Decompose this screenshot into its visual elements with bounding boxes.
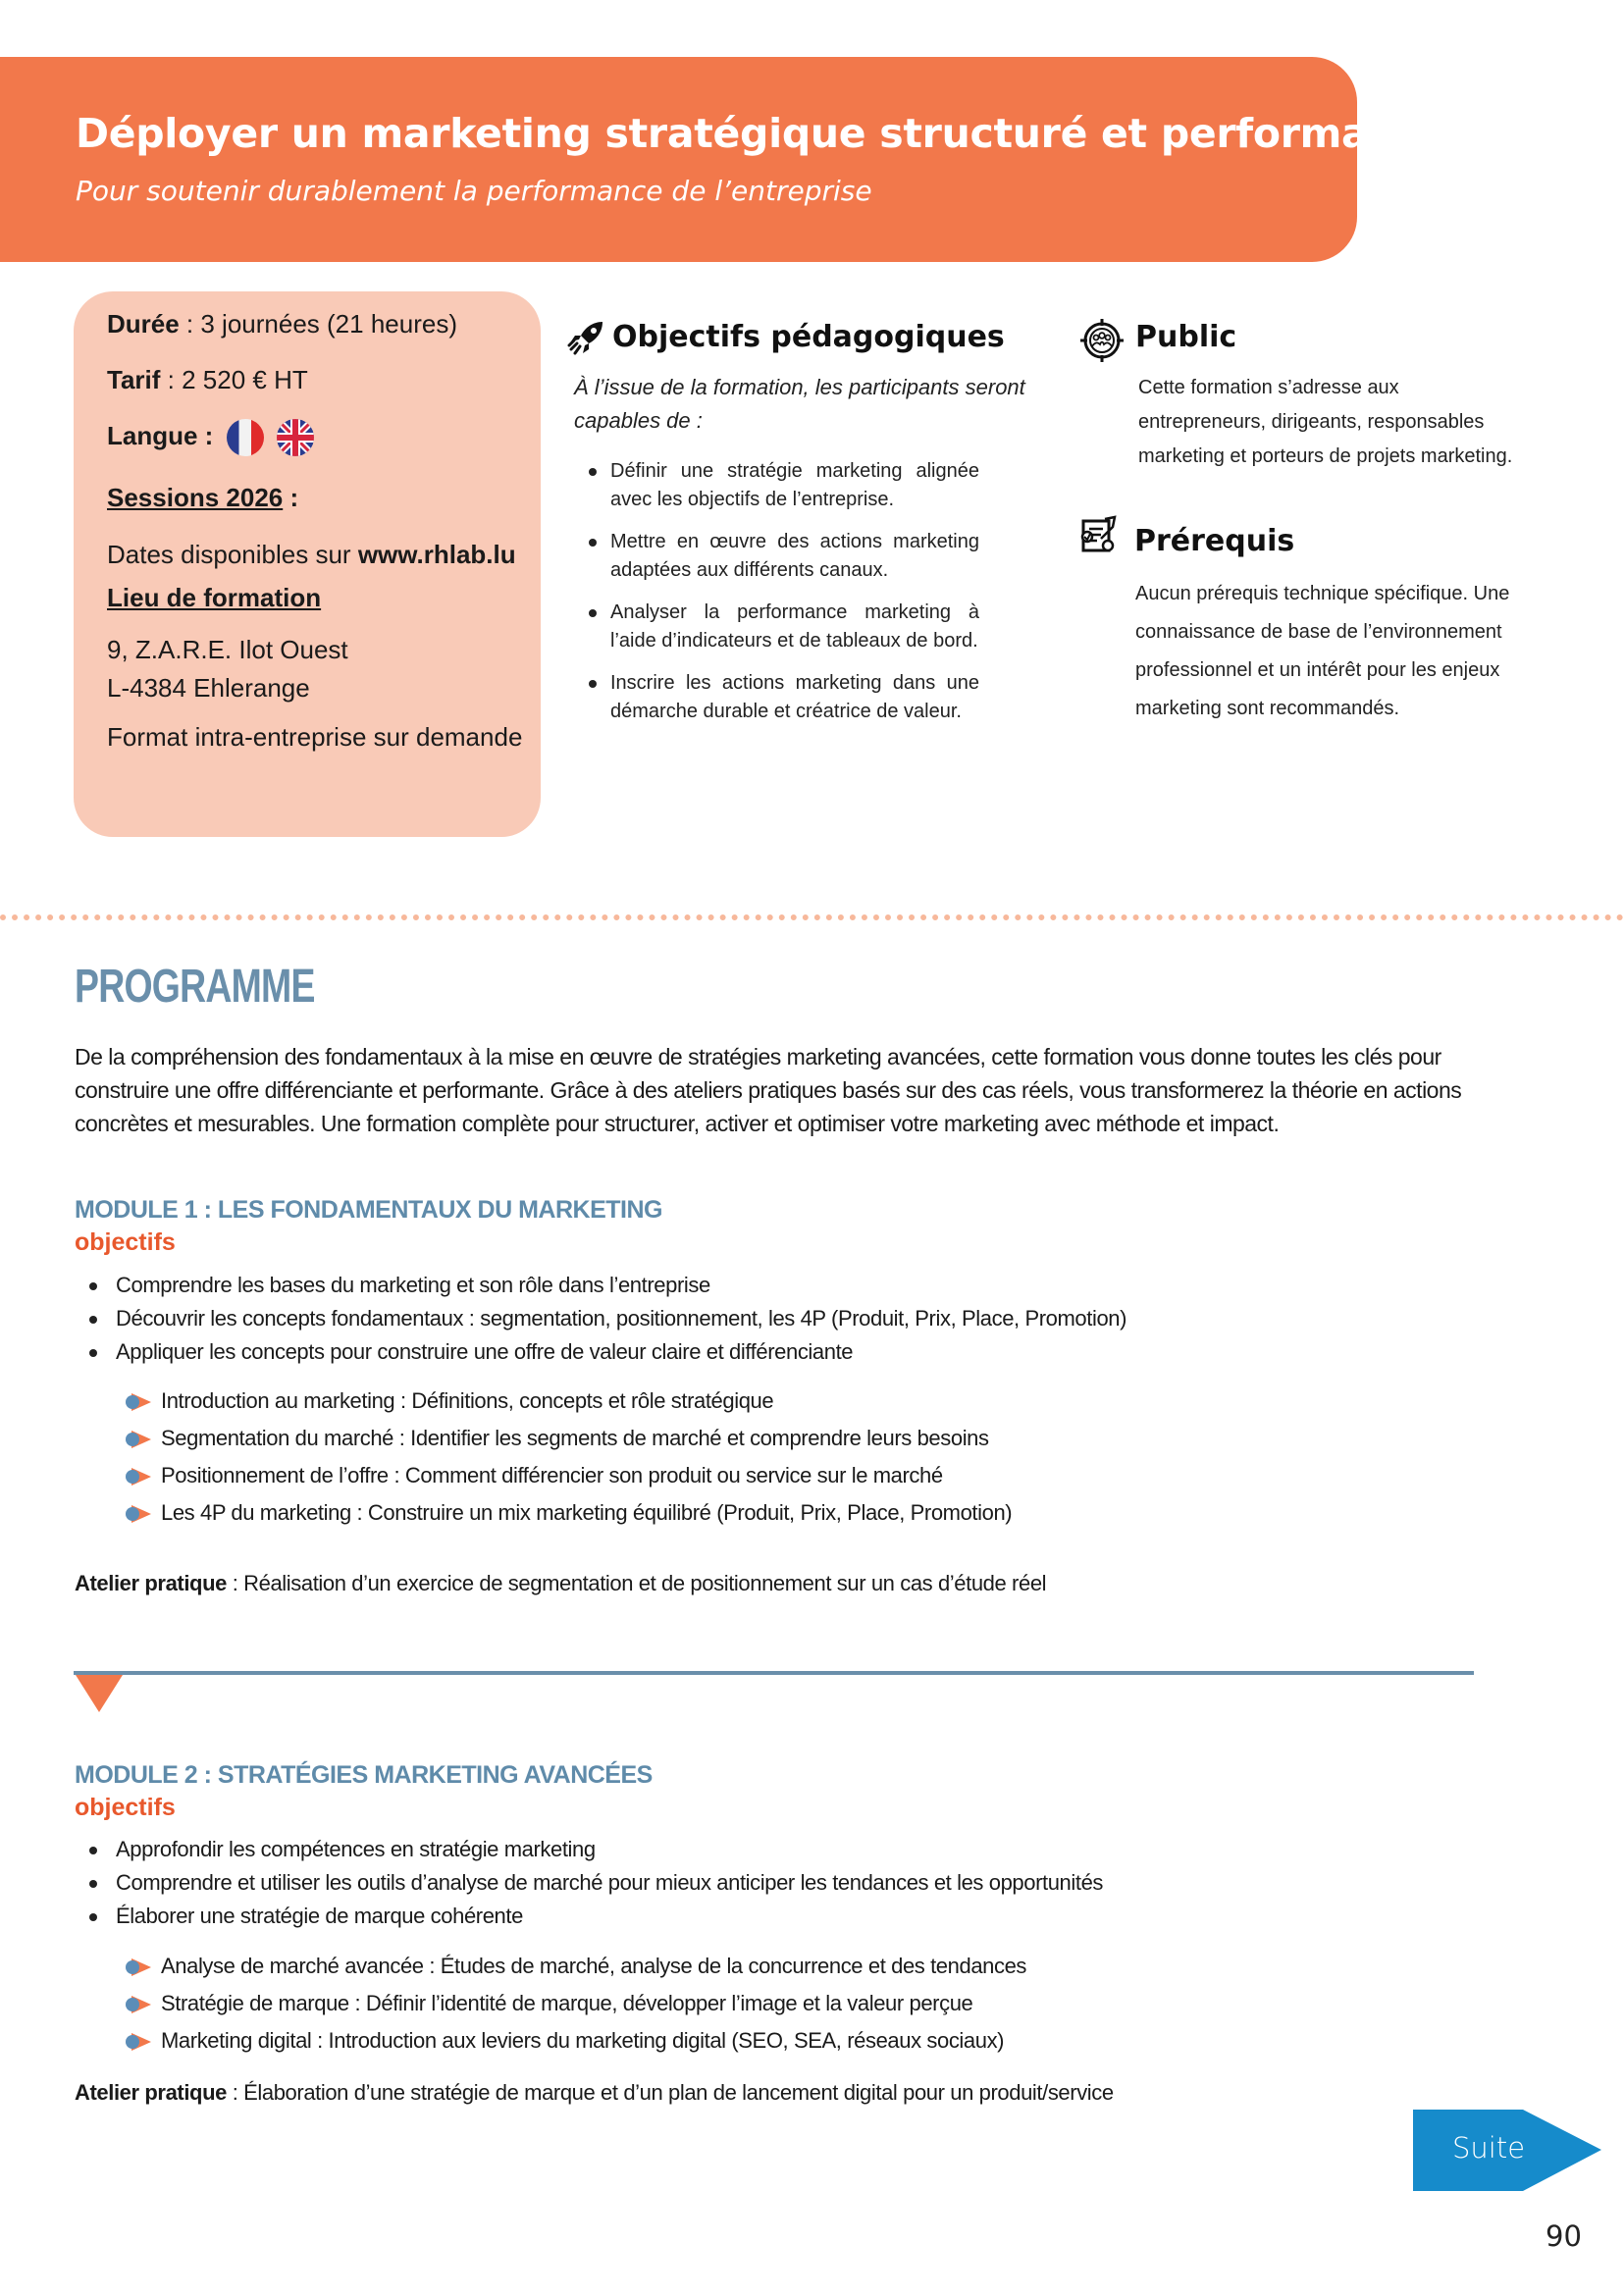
format-text: Format intra-entreprise sur demande <box>107 722 523 752</box>
dotted-divider <box>0 914 1624 920</box>
topic-item: Les 4P du marketing : Construire un mix marketing équilibré (Produit, Prix, Place, Promotion) <box>124 1494 1012 1532</box>
prerequis-heading: Prérequis <box>1134 524 1295 558</box>
topic-item: Positionnement de l’offre : Comment différencier son produit ou service sur le marché <box>124 1457 1012 1494</box>
module-1-objectives <box>75 1269 1126 1369</box>
duree-label: Durée <box>107 309 180 339</box>
page-number: 90 <box>1545 2219 1582 2253</box>
arrow-bullet-icon <box>124 1466 153 1487</box>
module-2-title: MODULE 2 : STRATÉGIES MARKETING AVANCÉES <box>75 1761 653 1789</box>
list-item: Analyser la performance marketing à l’aide d’indicateurs et de tableaux de bord. <box>587 599 979 655</box>
public-text: Cette formation s’adresse aux entrepreneurs, dirigeants, responsables marketing et porteurs de projets marketing. <box>1138 377 1513 467</box>
arrow-bullet-icon <box>124 1429 153 1450</box>
triangle-down-icon <box>76 1675 123 1712</box>
langue-label: Langue : <box>107 420 214 450</box>
arrow-bullet-icon <box>124 1994 153 2015</box>
module-1-objectifs-label: objectifs <box>75 1228 176 1256</box>
dates-line <box>107 540 516 570</box>
topic-item: Marketing digital : Introduction aux leviers du marketing digital (SEO, SEA, réseaux sociaux) <box>124 2022 1026 2060</box>
arrow-bullet-icon <box>124 1391 153 1413</box>
address-line-1: 9, Z.A.R.E. Ilot Ouest <box>107 635 348 664</box>
rocket-icon <box>567 318 606 362</box>
atelier-text: : Élaboration d’une stratégie de marque et d’un plan de lancement digital pour un produit/service <box>226 2080 1114 2105</box>
topic-item: Stratégie de marque : Définir l’identité de marque, développer l’image et la valeur perçue <box>124 1985 1026 2022</box>
uk-flag-icon <box>277 419 314 456</box>
module-2-atelier <box>75 2080 1114 2106</box>
list-item: Comprendre les bases du marketing et son rôle dans l’entreprise <box>75 1269 1126 1302</box>
module-2-objectifs-label: objectifs <box>75 1794 176 1821</box>
suite-label: Suite <box>1452 2131 1526 2165</box>
lieu-line <box>107 583 321 613</box>
list-item: Inscrire les actions marketing dans une démarche durable et créatrice de valeur. <box>587 669 979 726</box>
module-1-topics <box>124 1383 1012 1532</box>
list-item: Approfondir les compétences en stratégie marketing <box>75 1833 1103 1866</box>
list-item: Découvrir les concepts fondamentaux : segmentation, positionnement, les 4P (Produit, Prix, Place, Promotion) <box>75 1302 1126 1335</box>
list-item: Élaborer une stratégie de marque cohérente <box>75 1900 1103 1933</box>
tarif-line <box>107 365 308 395</box>
suite-button[interactable] <box>1413 2110 1601 2191</box>
public-heading: Public <box>1135 320 1237 354</box>
topic-item: Analyse de marché avancée : Études de marché, analyse de la concurrence et des tendances <box>124 1948 1026 1985</box>
website-link[interactable]: www.rhlab.lu <box>357 540 516 569</box>
programme-intro: De la compréhension des fondamentaux à la mise en œuvre de stratégies marketing avancées, cette formation vous donne toutes les clés pour construire une offre différenciante et performante. Grâce à des ateliers pratiques basés sur des cas réels, vous transformerez la théorie en actions concrètes et mesurables. Une formation complète pour structurer, activer et optimiser votre marketing avec méthode et impact. <box>75 1044 1462 1136</box>
lieu-label: Lieu de formation <box>107 583 322 612</box>
module-divider-line <box>74 1671 1474 1675</box>
french-flag-icon <box>227 419 264 456</box>
arrow-bullet-icon <box>124 2031 153 2053</box>
arrow-bullet-icon <box>124 1503 153 1525</box>
list-item: Définir une stratégie marketing alignée avec les objectifs de l’entreprise. <box>587 457 979 514</box>
header-banner <box>0 57 1357 262</box>
duree-line <box>107 309 457 339</box>
target-audience-icon <box>1079 318 1125 368</box>
programme-title: PROGRAMME <box>75 961 315 1013</box>
list-item: Appliquer les concepts pour construire une offre de valeur claire et différenciante <box>75 1335 1126 1369</box>
prerequis-text: Aucun prérequis technique spécifique. Une connaissance de base de l’environnement professionnel et un intérêt pour les enjeux marketing sont recommandés. <box>1135 583 1510 719</box>
arrow-bullet-icon <box>124 1957 153 1978</box>
topic-item: Segmentation du marché : Identifier les segments de marché et comprendre leurs besoins <box>124 1420 1012 1457</box>
topic-item: Introduction au marketing : Définitions, concepts et rôle stratégique <box>124 1383 1012 1420</box>
info-box <box>74 291 541 837</box>
atelier-text: : Réalisation d’un exercice de segmentation et de positionnement sur un cas d’étude réel <box>226 1571 1047 1595</box>
objectifs-intro: À l’issue de la formation, les participants seront capables de : <box>574 375 1025 433</box>
tarif-label: Tarif <box>107 365 161 394</box>
module-1-atelier <box>75 1571 1046 1596</box>
sessions-label: Sessions 2026 <box>107 483 284 512</box>
document-checklist-icon <box>1079 515 1119 559</box>
page-subtitle: Pour soutenir durablement la performance de l’entreprise <box>76 175 872 207</box>
sessions-suffix: : <box>283 483 299 512</box>
list-item: Mettre en œuvre des actions marketing adaptées aux différents canaux. <box>587 528 979 585</box>
sessions-line <box>107 483 298 513</box>
dates-text: Dates disponibles sur <box>107 540 358 569</box>
list-item: Comprendre et utiliser les outils d’analyse de marché pour mieux anticiper les tendances et les opportunités <box>75 1866 1103 1900</box>
address-line-2: L-4384 Ehlerange <box>107 673 310 703</box>
module-1-title: MODULE 1 : LES FONDAMENTAUX DU MARKETING <box>75 1196 662 1224</box>
objectifs-list <box>587 457 979 740</box>
module-2-objectives <box>75 1833 1103 1933</box>
duree-value: : 3 journées (21 heures) <box>179 309 457 339</box>
atelier-label: Atelier pratique <box>75 1571 227 1595</box>
tarif-value: : 2 520 € HT <box>160 365 308 394</box>
objectifs-heading: Objectifs pédagogiques <box>612 320 1005 354</box>
module-2-topics <box>124 1948 1026 2060</box>
atelier-label: Atelier pratique <box>75 2080 227 2105</box>
page-title: Déployer un marketing stratégique structuré et performant <box>76 110 1416 157</box>
langue-line <box>107 419 314 456</box>
